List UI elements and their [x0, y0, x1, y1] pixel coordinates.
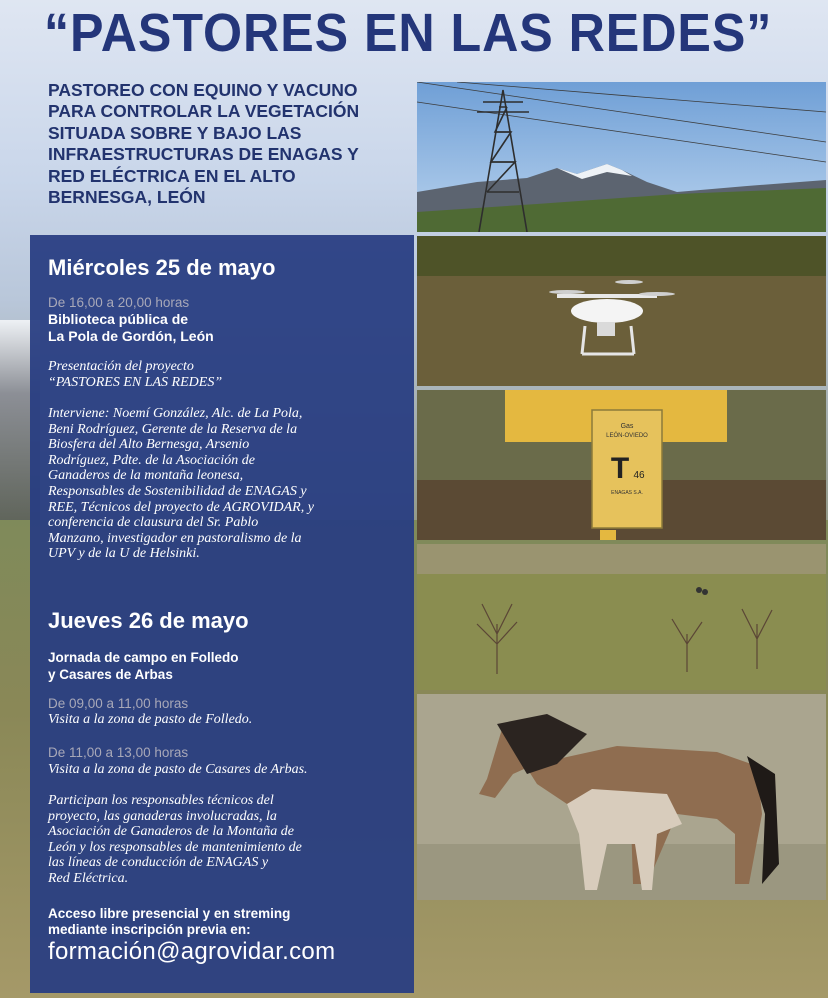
subtitle-line: RED ELÉCTRICA EN EL ALTO	[48, 165, 296, 186]
subtitle-line: SITUADA SOBRE Y BAJO LAS	[48, 122, 302, 143]
speakers-line: Ganaderos de la montaña leonesa,	[48, 468, 244, 484]
day1-venue	[48, 311, 406, 345]
subtitle-line: PARA CONTROLAR LA VEGETACIÓN	[48, 101, 360, 122]
day2-participants	[48, 793, 406, 887]
field-day-line: Jornada de campo en Folledo	[48, 650, 239, 665]
day1-presentation	[48, 359, 406, 390]
speakers-line: REE, Técnicos del proyecto de AGROVIDAR, y	[48, 499, 314, 515]
day2-slot1-desc: Visita a la zona de pasto de Folledo.	[48, 712, 253, 727]
marker-line: 46	[633, 470, 645, 481]
day2-slot2-time: De 11,00 a 13,00 horas	[48, 745, 189, 760]
speakers-line: Rodríguez, Pdte. de la Asociación de	[48, 452, 255, 468]
email-link[interactable]: formación@agrovidar.com	[48, 938, 336, 965]
subtitle-line: BERNESGA, LEÓN	[48, 187, 206, 208]
photo-gas-marker	[417, 390, 826, 540]
participants-line: Participan los responsables técnicos del	[48, 793, 274, 808]
day1-speakers	[48, 406, 406, 562]
speakers-line: Interviene: Noemí González, Alc. de La Pola,	[48, 406, 303, 421]
program-panel	[30, 235, 414, 993]
access-line: Acceso libre presencial y en streming	[48, 906, 291, 921]
marker-line: T	[610, 452, 630, 485]
speakers-line: Responsables de Sostenibilidad de ENAGAS y	[48, 483, 307, 499]
speakers-line: UPV y de la U de Helsinki.	[48, 546, 200, 562]
marker-line: Gas	[620, 423, 634, 430]
venue-line: La Pola de Gordón, León	[48, 328, 214, 344]
speakers-line: Manzano, investigador en pastoralismo de la	[48, 530, 302, 546]
photo-pasture	[417, 544, 826, 690]
photo-drone	[417, 236, 826, 386]
access-line: mediante inscripción previa en:	[48, 922, 251, 937]
photo-pylon	[417, 82, 826, 232]
poster-title: “PASTORES EN LAS REDES”	[44, 3, 773, 63]
venue-line: Biblioteca pública de	[48, 311, 189, 327]
field-day-line: y Casares de Arbas	[48, 667, 173, 682]
presentation-line: Presentación del proyecto	[48, 359, 194, 374]
day2-slot2-desc: Visita a la zona de pasto de Casares de Arbas.	[48, 762, 308, 777]
presentation-line: “PASTORES EN LAS REDES”	[48, 374, 223, 390]
marker-line: ENAGAS S.A.	[611, 490, 643, 496]
subtitle-line: PASTOREO CON EQUINO Y VACUNO	[48, 80, 358, 100]
subtitle-line: INFRAESTRUCTURAS DE ENAGAS Y	[48, 144, 359, 165]
day1-time: De 16,00 a 20,00 horas	[48, 295, 190, 310]
access-info	[48, 906, 406, 938]
photo-horses	[417, 694, 826, 900]
day2-field-day	[48, 649, 406, 683]
participants-line: Asociación de Ganaderos de la Montaña de	[48, 824, 294, 840]
poster-subtitle	[48, 80, 408, 208]
participants-line: Red Eléctrica.	[48, 870, 129, 886]
participants-line: León y los responsables de mantenimiento de	[48, 839, 302, 855]
participants-line: proyecto, las ganaderas involucradas, la	[48, 808, 277, 824]
speakers-line: Beni Rodríguez, Gerente de la Reserva de la	[48, 421, 298, 437]
day2-heading: Jueves 26 de mayo	[48, 608, 249, 633]
day1-heading: Miércoles 25 de mayo	[48, 255, 276, 280]
speakers-line: conferencia de clausura del Sr. Pablo	[48, 515, 259, 531]
day2-slot1-time: De 09,00 a 11,00 horas	[48, 696, 189, 711]
speakers-line: Biosfera del Alto Bernesga, Arsenio	[48, 437, 250, 453]
participants-line: las líneas de conducción de ENAGAS y	[48, 855, 269, 871]
marker-line: LEÓN-OVIEDO	[606, 433, 648, 439]
